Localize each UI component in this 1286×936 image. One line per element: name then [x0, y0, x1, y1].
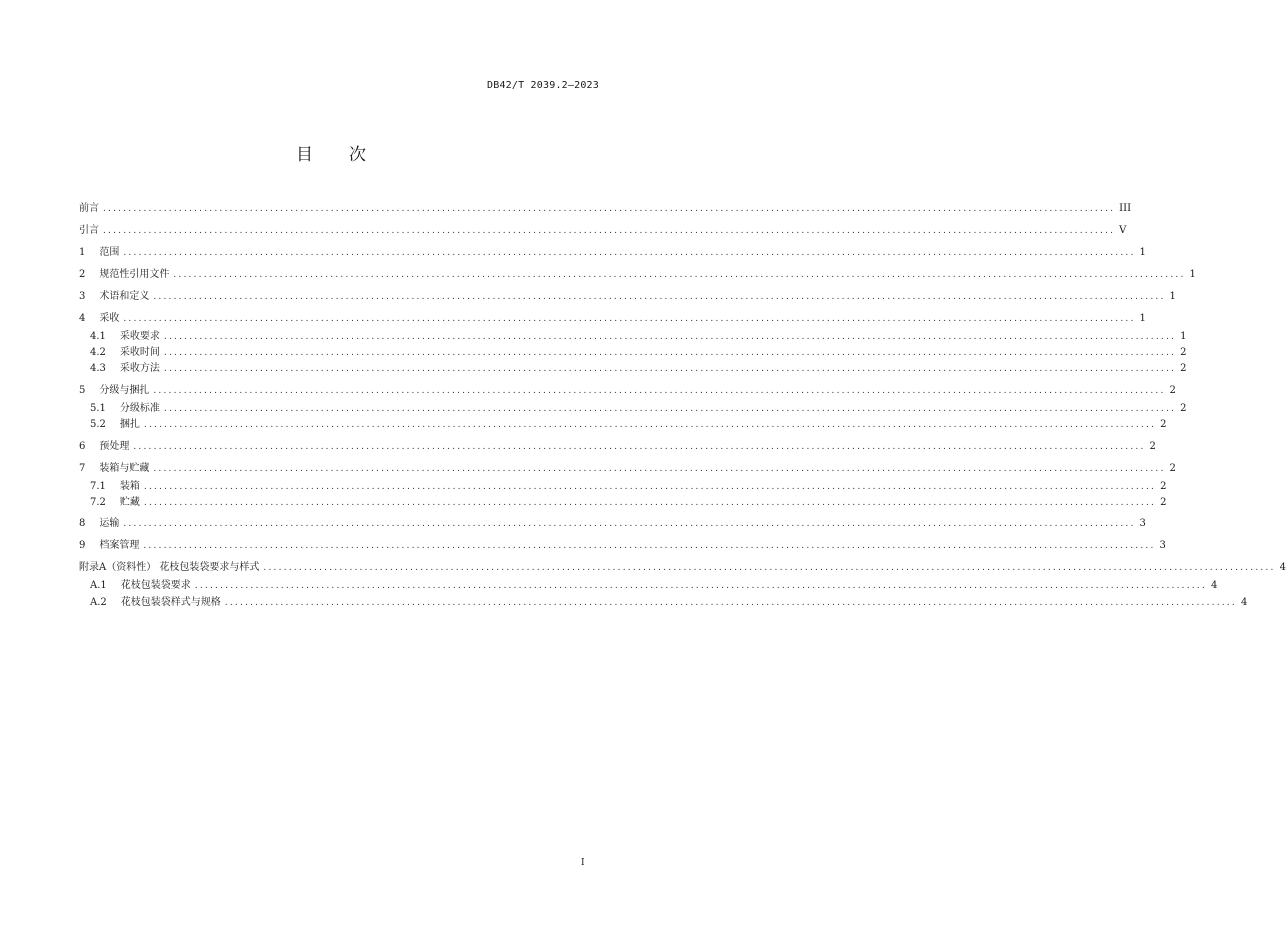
toc-entry-page: 2 — [1169, 385, 1176, 396]
toc-entry-page: V — [1119, 225, 1127, 236]
toc-entry-storage[interactable] — [90, 496, 1167, 510]
toc-entry-appendix-a1[interactable] — [90, 579, 1218, 593]
toc-entry-label: 运输 — [99, 518, 120, 529]
toc-leader-dots: ........................................................................................................................................................................................................ — [103, 204, 1116, 214]
toc-entry-packing[interactable] — [90, 480, 1167, 494]
toc-leader-dots: ........................................................................................................................................................................................................ — [153, 292, 1166, 302]
toc-entry-page: 4 — [1279, 562, 1286, 573]
toc-entry-page: 1 — [1189, 269, 1196, 280]
toc-entry-number: 5 — [79, 385, 86, 396]
toc-entry-number: 8 — [79, 518, 86, 529]
toc-entry-appendix-a2[interactable] — [90, 596, 1248, 610]
toc-entry-number: 4.3 — [90, 363, 106, 374]
toc-entry-label: 捆扎 — [119, 419, 140, 430]
toc-leader-dots: ........................................................................................................................................................................................................ — [163, 404, 1177, 414]
toc-entry-pretreatment[interactable] — [79, 440, 1156, 454]
toc-entry-terms[interactable] — [79, 290, 1176, 304]
toc-entry-page: 2 — [1180, 403, 1187, 414]
toc-leader-dots: ........................................................................................................................................................................................................ — [143, 541, 1156, 551]
toc-entry-page: 1 — [1139, 247, 1146, 258]
toc-entry-page: 4 — [1210, 580, 1218, 591]
toc-entry-number: 2 — [79, 269, 86, 280]
toc-leader-dots: ........................................................................................................................................................................................................ — [123, 519, 1136, 529]
toc-leader-dots: ........................................................................................................................................................................................................ — [123, 248, 1136, 258]
toc-entry-page: 2 — [1169, 463, 1176, 474]
toc-entry-label: 附录A（资料性） 花枝包装袋要求与样式 — [79, 562, 260, 573]
toc-entry-harvest[interactable] — [79, 312, 1146, 326]
toc-entry-label: 采收方法 — [119, 363, 160, 374]
toc-entry-page: 1 — [1180, 331, 1187, 342]
toc-entry-label: 采收时间 — [119, 347, 160, 358]
toc-entry-grading-standard[interactable] — [90, 402, 1187, 416]
toc-entry-number: A.2 — [90, 597, 107, 608]
toc-entry-bundling[interactable] — [90, 418, 1167, 432]
toc-entry-number: 9 — [79, 540, 86, 551]
toc-entry-page: 1 — [1169, 291, 1176, 302]
toc-entry-page: III — [1119, 203, 1132, 214]
toc-entry-label: 采收要求 — [119, 331, 160, 342]
toc-leader-dots: ........................................................................................................................................................................................................ — [173, 270, 1186, 280]
toc-entry-page: 3 — [1139, 518, 1146, 529]
toc-entry-grading-bundling[interactable] — [79, 384, 1176, 398]
toc-entry-label: 术语和定义 — [99, 291, 150, 302]
toc-entry-label: 分级与捆扎 — [99, 385, 150, 396]
toc-leader-dots: ........................................................................................................................................................................................................ — [224, 598, 1237, 608]
toc-leader-dots: ........................................................................................................................................................................................................ — [123, 314, 1136, 324]
toc-leader-dots: ........................................................................................................................................................................................................ — [143, 482, 1157, 492]
toc-entry-label: 装箱 — [119, 481, 140, 492]
toc-entry-number: 1 — [79, 247, 86, 258]
toc-entry-page: 2 — [1160, 481, 1167, 492]
toc-entry-label: 规范性引用文件 — [99, 269, 170, 280]
toc-entry-label: 分级标准 — [119, 403, 160, 414]
toc-leader-dots: ........................................................................................................................................................................................................ — [143, 498, 1157, 508]
toc-entry-number: 3 — [79, 291, 86, 302]
toc-entry-number: 4.1 — [90, 331, 106, 342]
toc-leader-dots: ........................................................................................................................................................................................................ — [153, 464, 1166, 474]
toc-entry-label: 引言 — [79, 225, 99, 236]
toc-entry-number: 4 — [79, 313, 86, 324]
toc-leader-dots: ........................................................................................................................................................................................................ — [133, 442, 1146, 452]
toc-entry-page: 2 — [1160, 419, 1167, 430]
toc-entry-harvest-requirements[interactable] — [90, 330, 1187, 344]
toc-leader-dots: ........................................................................................................................................................................................................ — [153, 386, 1166, 396]
toc-leader-dots: ........................................................................................................................................................................................................ — [143, 420, 1157, 430]
toc-entry-label: 档案管理 — [99, 540, 140, 551]
toc-entry-records[interactable] — [79, 539, 1166, 553]
toc-entry-number: 7.1 — [90, 481, 106, 492]
toc-entry-label: 预处理 — [99, 441, 130, 452]
toc-entry-label: 装箱与贮藏 — [99, 463, 150, 474]
page-title: 目次 — [296, 145, 402, 165]
toc-entry-number: 5.1 — [90, 403, 106, 414]
toc-entry-transport[interactable] — [79, 517, 1146, 531]
toc-entry-page: 2 — [1180, 347, 1187, 358]
toc-entry-page: 3 — [1159, 540, 1166, 551]
document-code: DB42/T 2039.2—2023 — [487, 80, 599, 91]
toc-leader-dots: ........................................................................................................................................................................................................ — [163, 332, 1177, 342]
toc-entry-page: 2 — [1149, 441, 1156, 452]
toc-entry-page: 2 — [1180, 363, 1187, 374]
toc-entry-label: 前言 — [79, 203, 99, 214]
toc-leader-dots: ........................................................................................................................................................................................................ — [194, 581, 1207, 591]
toc-entry-label: 贮藏 — [119, 497, 140, 508]
toc-entry-number: A.1 — [90, 580, 107, 591]
toc-leader-dots: ........................................................................................................................................................................................................ — [163, 364, 1177, 374]
toc-entry-label: 范围 — [99, 247, 120, 258]
toc-entry-number: 5.2 — [90, 419, 106, 430]
toc-entry-normative-references[interactable] — [79, 268, 1196, 282]
toc-entry-introduction[interactable] — [79, 224, 1127, 238]
toc-entry-packing-storage[interactable] — [79, 462, 1176, 476]
toc-entry-label: 花枝包装袋样式与规格 — [120, 597, 221, 608]
toc-leader-dots: ........................................................................................................................................................................................................ — [263, 563, 1276, 573]
toc-entry-harvest-method[interactable] — [90, 362, 1187, 376]
page-number: I — [581, 858, 585, 868]
toc-entry-label: 花枝包装袋要求 — [120, 580, 191, 591]
toc-entry-foreword[interactable] — [79, 202, 1132, 216]
toc-entry-page: 4 — [1240, 597, 1248, 608]
toc-leader-dots: ........................................................................................................................................................................................................ — [163, 348, 1177, 358]
toc-entry-number: 4.2 — [90, 347, 106, 358]
toc-entry-harvest-time[interactable] — [90, 346, 1187, 360]
toc-entry-number: 7 — [79, 463, 86, 474]
toc-entry-scope[interactable] — [79, 246, 1146, 260]
toc-entry-page: 1 — [1139, 313, 1146, 324]
toc-leader-dots: ........................................................................................................................................................................................................ — [103, 226, 1116, 236]
toc-entry-appendix-a[interactable] — [79, 561, 1286, 575]
toc-entry-label: 采收 — [99, 313, 120, 324]
toc-entry-page: 2 — [1160, 497, 1167, 508]
toc-entry-number: 6 — [79, 441, 86, 452]
toc-entry-number: 7.2 — [90, 497, 106, 508]
